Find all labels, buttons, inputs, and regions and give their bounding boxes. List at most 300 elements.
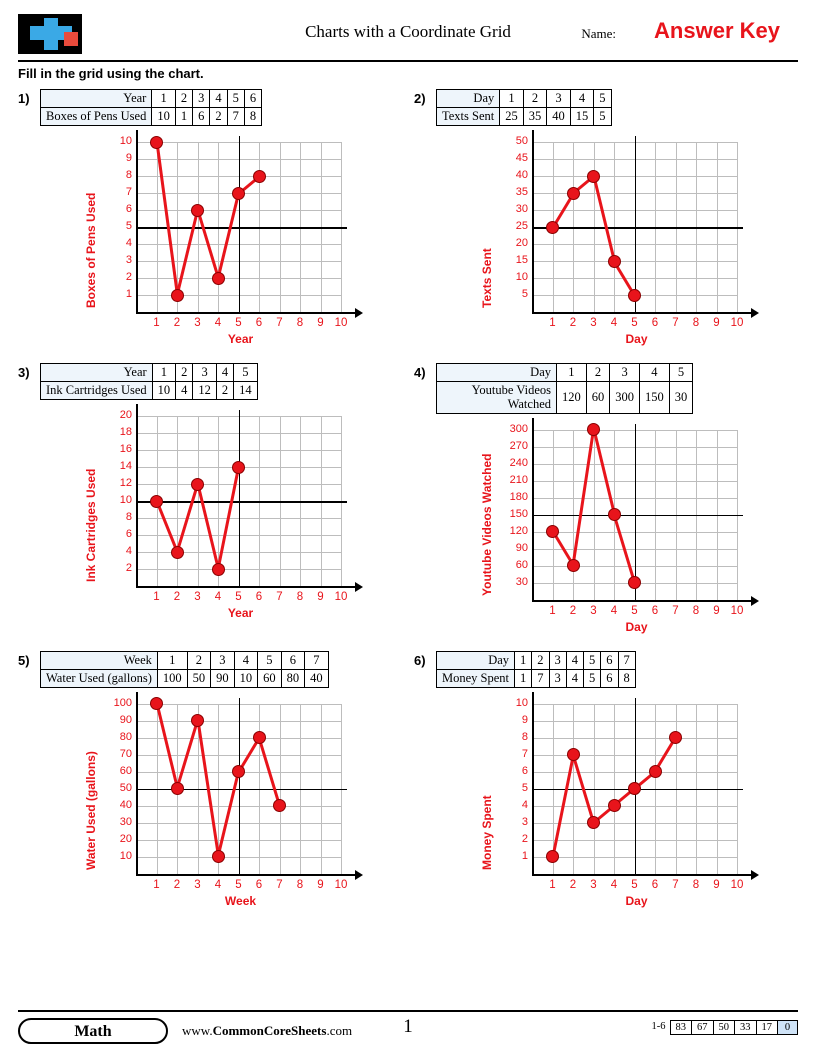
x-tick-label: 5 <box>631 604 638 617</box>
x-tick-label: 5 <box>235 878 242 891</box>
x-tick-label: 6 <box>255 591 263 603</box>
table-cell: 1 <box>515 669 532 687</box>
x-tick-label: 1 <box>153 317 160 329</box>
x-tick-label: 8 <box>692 604 700 617</box>
table-cell: 100 <box>157 669 187 687</box>
x-tick-label: 5 <box>631 878 638 891</box>
x-tick-label: 8 <box>692 878 700 891</box>
problem-1 <box>18 89 400 357</box>
y-axis-label: Texts Sent <box>480 248 494 308</box>
page-title: Charts with a Coordinate Grid <box>305 22 511 41</box>
y-tick-label: 5 <box>521 288 528 300</box>
line-segment <box>155 500 178 552</box>
table-cell: 1 <box>515 651 532 669</box>
x-tick-label: 1 <box>549 604 556 617</box>
table-cell: 300 <box>610 382 640 414</box>
chart <box>414 694 796 919</box>
x-axis-label: Day <box>625 332 648 346</box>
problem-row <box>18 363 798 645</box>
x-tick-label: 9 <box>317 317 324 329</box>
table-cell: 1 <box>152 90 176 108</box>
table-cell: 14 <box>234 382 258 400</box>
table-cell: 3 <box>211 651 235 669</box>
y-axis-label: Money Spent <box>480 795 494 870</box>
table-row <box>437 90 612 108</box>
y-tick-label: 14 <box>119 460 132 472</box>
y-tick-label: 300 <box>509 422 528 435</box>
y-tick-label: 5 <box>125 220 132 232</box>
x-tick-label: 10 <box>730 317 744 329</box>
table-cell: 150 <box>640 382 670 414</box>
table-cell: 6 <box>281 651 305 669</box>
table-cell: 4 <box>566 651 583 669</box>
data-table <box>40 89 262 126</box>
grid-axis-horizontal <box>136 789 347 791</box>
y-tick-label: 40 <box>119 798 132 811</box>
y-tick-label: 40 <box>515 169 528 181</box>
table-header-label: Day <box>437 651 515 669</box>
data-point <box>191 714 204 727</box>
data-table <box>436 651 636 688</box>
y-tick-label: 1 <box>125 288 132 300</box>
x-axis <box>136 586 355 588</box>
y-tick-label: 12 <box>119 477 132 489</box>
problem-6 <box>414 651 796 919</box>
x-axis <box>532 874 751 876</box>
x-tick-label: 7 <box>276 317 283 329</box>
problem-row <box>18 89 798 357</box>
y-tick-label: 8 <box>125 511 132 523</box>
data-table <box>436 363 693 414</box>
data-point <box>191 478 204 491</box>
table-header-label: Year <box>41 364 153 382</box>
x-tick-label: 4 <box>610 604 618 617</box>
y-tick-label: 6 <box>521 764 528 777</box>
x-tick-label: 6 <box>255 317 263 329</box>
table-cell: 2 <box>532 651 549 669</box>
x-axis-arrow-icon <box>355 582 363 592</box>
table-cell: 5 <box>227 90 244 108</box>
data-point <box>253 170 266 183</box>
y-tick-label: 4 <box>125 545 132 557</box>
data-point <box>608 255 621 268</box>
y-tick-label: 60 <box>119 764 132 777</box>
x-tick-label: 1 <box>153 591 160 603</box>
x-tick-label: 6 <box>651 878 659 891</box>
table-cell: 4 <box>566 669 583 687</box>
y-axis <box>532 692 534 876</box>
problem-2 <box>414 89 796 357</box>
x-axis-arrow-icon <box>355 870 363 880</box>
x-axis-label: Week <box>224 893 257 908</box>
table-cell: 4 <box>640 364 670 382</box>
y-tick-label: 2 <box>125 271 132 283</box>
y-tick-label: 90 <box>515 541 528 554</box>
x-tick-label: 9 <box>317 591 324 603</box>
x-axis <box>532 600 751 602</box>
table-row-label: Texts Sent <box>437 108 500 126</box>
x-tick-label: 2 <box>569 317 577 329</box>
data-point <box>171 546 184 559</box>
problem-5 <box>18 651 400 919</box>
x-tick-label: 2 <box>173 317 181 329</box>
score-range-label: 1-6 <box>651 1021 666 1032</box>
y-tick-label: 100 <box>113 696 132 709</box>
chart <box>18 694 400 919</box>
table-header-label: Week <box>41 651 158 669</box>
table-cell: 6 <box>601 669 618 687</box>
y-tick-label: 10 <box>119 849 132 862</box>
x-tick-label: 5 <box>235 591 242 603</box>
x-tick-label: 7 <box>276 591 283 603</box>
table-cell: 6 <box>601 651 618 669</box>
table-cell: 4 <box>570 90 594 108</box>
table-cell: 60 <box>586 382 610 414</box>
y-tick-label: 240 <box>509 456 528 469</box>
table-cell: 5 <box>234 364 258 382</box>
data-point <box>546 221 559 234</box>
table-cell: 40 <box>547 108 571 126</box>
data-point <box>212 272 225 285</box>
y-tick-label: 20 <box>119 409 132 421</box>
x-axis <box>136 874 355 876</box>
table-cell: 2 <box>586 364 610 382</box>
x-tick-label: 10 <box>730 604 744 617</box>
y-tick-label: 50 <box>515 135 528 147</box>
x-tick-label: 9 <box>713 878 720 891</box>
table-row-label: Water Used (gallons) <box>41 669 158 687</box>
table-cell: 40 <box>305 669 329 687</box>
table-cell: 3 <box>193 364 217 382</box>
score-cell: 33 <box>734 1020 756 1035</box>
x-tick-label: 7 <box>672 604 679 617</box>
y-tick-label: 1 <box>521 849 528 862</box>
table-cell: 4 <box>176 382 193 400</box>
table-cell: 120 <box>557 382 587 414</box>
y-tick-label: 7 <box>521 747 528 760</box>
y-tick-label: 7 <box>125 186 132 198</box>
table-cell: 2 <box>187 651 211 669</box>
table-cell: 80 <box>281 669 305 687</box>
y-axis-label: Boxes of Pens Used <box>84 192 98 308</box>
data-point <box>212 563 225 576</box>
y-tick-label: 180 <box>509 490 528 503</box>
problem-number: 3) <box>18 365 30 380</box>
y-tick-label: 60 <box>515 558 528 571</box>
table-cell: 10 <box>152 382 176 400</box>
y-tick-label: 4 <box>125 237 132 249</box>
score-cell: 83 <box>670 1020 692 1035</box>
x-tick-label: 8 <box>692 317 700 329</box>
x-axis-label: Year <box>227 332 254 346</box>
x-tick-label: 9 <box>713 604 720 617</box>
table-row <box>437 364 693 382</box>
data-point <box>587 423 600 436</box>
table-cell: 10 <box>234 669 258 687</box>
chart <box>414 420 796 645</box>
x-tick-label: 10 <box>334 878 348 891</box>
chart <box>18 132 400 357</box>
x-axis-label: Year <box>227 606 254 620</box>
y-tick-label: 25 <box>515 220 528 232</box>
y-tick-label: 5 <box>521 781 528 794</box>
grid-axis-vertical <box>239 410 241 586</box>
y-tick-label: 210 <box>509 473 528 486</box>
table-cell: 15 <box>570 108 594 126</box>
x-tick-label: 9 <box>317 878 324 891</box>
table-cell: 7 <box>618 651 635 669</box>
y-axis <box>532 130 534 314</box>
problem-number: 1) <box>18 91 30 106</box>
problem-number: 2) <box>414 91 426 106</box>
table-cell: 7 <box>305 651 329 669</box>
table-cell: 3 <box>610 364 640 382</box>
x-tick-label: 1 <box>549 317 556 329</box>
grid-axis-vertical <box>635 424 637 600</box>
y-tick-label: 30 <box>515 575 528 588</box>
y-tick-label: 2 <box>521 832 528 845</box>
table-row <box>437 651 636 669</box>
instructions: Fill in the grid using the chart. <box>18 66 204 81</box>
data-point <box>608 799 621 812</box>
data-point <box>567 748 580 761</box>
x-tick-label: 8 <box>296 591 304 603</box>
y-tick-label: 30 <box>119 815 132 828</box>
x-tick-label: 3 <box>590 604 597 617</box>
table-row-label: Money Spent <box>437 669 515 687</box>
problem-3 <box>18 363 400 645</box>
y-axis-label: Ink Cartridges Used <box>84 468 98 582</box>
grid-axis-horizontal <box>136 501 347 503</box>
table-cell: 4 <box>234 651 258 669</box>
table-cell: 4 <box>210 90 227 108</box>
table-header-label: Year <box>41 90 152 108</box>
table-cell: 7 <box>532 669 549 687</box>
data-point <box>150 495 163 508</box>
table-cell: 6 <box>193 108 210 126</box>
x-tick-label: 7 <box>672 878 679 891</box>
data-table <box>436 89 612 126</box>
table-cell: 3 <box>193 90 210 108</box>
problem-number: 4) <box>414 365 426 380</box>
y-tick-label: 35 <box>515 186 528 198</box>
y-axis <box>136 692 138 876</box>
x-tick-label: 8 <box>296 317 304 329</box>
data-table <box>40 363 258 400</box>
y-tick-label: 9 <box>125 152 132 164</box>
y-tick-label: 10 <box>119 494 132 506</box>
table-cell: 12 <box>193 382 217 400</box>
line-segment <box>155 703 178 789</box>
table-cell: 7 <box>227 108 244 126</box>
data-point <box>150 136 163 149</box>
data-point <box>171 289 184 302</box>
data-point <box>212 850 225 863</box>
y-axis-label: Water Used (gallons) <box>84 750 98 870</box>
x-tick-label: 3 <box>590 317 597 329</box>
y-tick-label: 8 <box>125 169 132 181</box>
x-axis-arrow-icon <box>751 596 759 606</box>
y-axis <box>136 404 138 588</box>
table-row <box>41 364 258 382</box>
x-tick-label: 5 <box>235 317 242 329</box>
problem-row <box>18 651 798 919</box>
x-tick-label: 10 <box>334 591 348 603</box>
y-tick-label: 15 <box>515 254 528 266</box>
y-tick-label: 4 <box>521 798 528 811</box>
data-point <box>567 187 580 200</box>
x-tick-label: 3 <box>194 591 201 603</box>
x-tick-label: 4 <box>214 878 222 891</box>
y-tick-label: 10 <box>515 696 528 709</box>
line-segment <box>217 771 240 857</box>
table-cell: 5 <box>584 669 601 687</box>
x-tick-label: 7 <box>672 317 679 329</box>
name-label: Name: <box>581 26 616 41</box>
data-point <box>232 461 245 474</box>
grid-axis-horizontal <box>532 227 743 229</box>
x-tick-label: 7 <box>276 878 283 891</box>
x-tick-label: 6 <box>255 878 263 891</box>
table-cell: 25 <box>500 108 524 126</box>
line-segment <box>196 484 219 570</box>
table-cell: 5 <box>594 108 611 126</box>
data-table <box>40 651 329 688</box>
score-cell: 17 <box>756 1020 778 1035</box>
x-tick-label: 2 <box>569 878 577 891</box>
x-tick-label: 6 <box>651 604 659 617</box>
line-segment <box>217 193 240 279</box>
y-tick-label: 45 <box>515 152 528 164</box>
x-axis <box>532 312 751 314</box>
data-point <box>273 799 286 812</box>
table-cell: 3 <box>547 90 571 108</box>
y-axis-label: Youtube Videos Watched <box>480 453 494 596</box>
table-cell: 1 <box>557 364 587 382</box>
x-axis-arrow-icon <box>751 870 759 880</box>
subject-badge: Math <box>18 1018 168 1044</box>
y-tick-label: 150 <box>509 507 528 520</box>
y-tick-label: 10 <box>515 271 528 283</box>
table-cell: 1 <box>175 108 192 126</box>
x-tick-label: 3 <box>194 317 201 329</box>
line-segment <box>592 429 615 515</box>
score-cell: 50 <box>713 1020 735 1035</box>
table-row <box>437 382 693 414</box>
data-point <box>628 782 641 795</box>
table-cell: 3 <box>549 651 566 669</box>
table-row <box>41 382 258 400</box>
data-point <box>171 782 184 795</box>
website-url: www.CommonCoreSheets.com <box>182 1023 353 1038</box>
data-point <box>669 731 682 744</box>
table-row <box>41 669 329 687</box>
data-point <box>546 850 559 863</box>
table-cell: 5 <box>669 364 693 382</box>
header-divider <box>18 60 798 62</box>
y-tick-label: 16 <box>119 443 132 455</box>
x-tick-label: 2 <box>569 604 577 617</box>
table-row-label: Boxes of Pens Used <box>41 108 152 126</box>
table-cell: 5 <box>594 90 611 108</box>
x-tick-label: 2 <box>173 591 181 603</box>
table-cell: 1 <box>157 651 187 669</box>
y-tick-label: 3 <box>125 254 132 266</box>
x-tick-label: 1 <box>549 878 556 891</box>
x-axis-label: Day <box>625 619 648 634</box>
y-tick-label: 20 <box>119 832 132 845</box>
problems-container <box>18 89 798 919</box>
y-tick-label: 270 <box>509 439 528 452</box>
problem-number: 5) <box>18 652 30 668</box>
x-axis-arrow-icon <box>751 308 759 318</box>
problem-4 <box>414 363 796 645</box>
table-row <box>41 651 329 669</box>
x-tick-label: 3 <box>194 878 201 891</box>
table-cell: 3 <box>549 669 566 687</box>
y-tick-label: 20 <box>515 237 528 249</box>
table-cell: 90 <box>211 669 235 687</box>
table-row <box>437 108 612 126</box>
table-cell: 4 <box>216 364 233 382</box>
y-tick-label: 80 <box>119 730 132 743</box>
data-point <box>587 170 600 183</box>
line-segment <box>592 176 615 262</box>
y-tick-label: 9 <box>521 713 528 726</box>
x-tick-label: 4 <box>610 878 618 891</box>
table-cell: 2 <box>176 364 193 382</box>
score-cell: 0 <box>777 1020 798 1035</box>
table-cell: 6 <box>244 90 261 108</box>
table-cell: 2 <box>523 90 547 108</box>
table-cell: 10 <box>152 108 176 126</box>
y-tick-label: 3 <box>521 815 528 828</box>
grid-axis-vertical <box>239 136 241 312</box>
table-row <box>437 669 636 687</box>
x-tick-label: 4 <box>214 591 222 603</box>
table-cell: 5 <box>584 651 601 669</box>
line-segment <box>176 210 199 296</box>
x-tick-label: 5 <box>631 317 638 329</box>
data-point <box>191 204 204 217</box>
y-tick-label: 30 <box>515 203 528 215</box>
page-number: 1 <box>403 1016 413 1037</box>
x-axis-label: Day <box>625 893 648 908</box>
x-tick-label: 1 <box>153 878 160 891</box>
problem-number: 6) <box>414 652 426 668</box>
score-scale <box>648 1020 799 1035</box>
data-point <box>232 765 245 778</box>
y-tick-label: 6 <box>125 203 132 215</box>
line-segment <box>155 142 178 295</box>
x-tick-label: 3 <box>590 878 597 891</box>
x-tick-label: 8 <box>296 878 304 891</box>
x-tick-label: 10 <box>334 317 348 329</box>
table-row <box>41 108 262 126</box>
data-point <box>608 508 621 521</box>
table-row-label: Ink Cartridges Used <box>41 382 153 400</box>
table-row <box>41 90 262 108</box>
table-cell: 8 <box>618 669 635 687</box>
answer-key-badge: Answer Key <box>654 18 780 43</box>
data-point <box>628 289 641 302</box>
data-point <box>232 187 245 200</box>
x-axis-arrow-icon <box>355 308 363 318</box>
table-cell: 2 <box>210 108 227 126</box>
y-tick-label: 6 <box>125 528 132 540</box>
table-header-label: Day <box>437 90 500 108</box>
page-footer <box>18 1010 798 1044</box>
